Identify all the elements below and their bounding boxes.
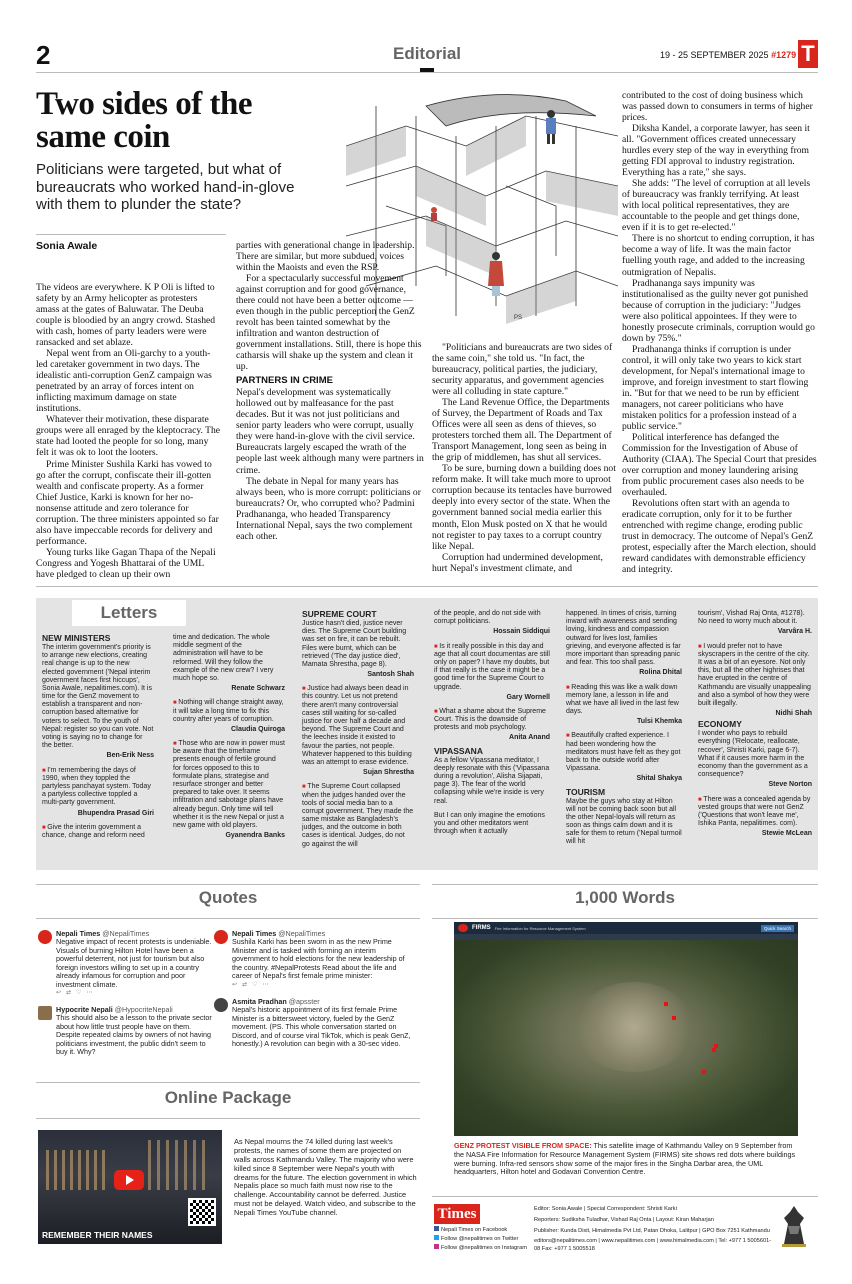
fire-dot — [712, 1048, 716, 1052]
tweet-handle: @HypocriteNepali — [114, 1005, 173, 1014]
letter-body: What a shame about the Supreme Court. This is the downside of protests and mob psychology. — [434, 707, 546, 732]
letter-text: Maybe the guys who stay at Hilton will not be coming back soon but all the other Nepal-loyals will return as soon as things calm down and it is safe for them to return ('Nepal turmoil will hit — [566, 797, 682, 846]
masthead-rule — [432, 1196, 818, 1197]
tweet-actions-icon: ↩ ⇄ ♡ ⋯ — [56, 990, 93, 997]
instagram-link[interactable]: Follow @nepalitimes on Instagram — [434, 1244, 544, 1253]
letters-label: Letters — [72, 600, 186, 626]
letter-text — [302, 685, 414, 767]
letter-body: Beautifully crafted experience. I had been wondering how the meditators must have felt as they got back to the outside world after Vipassana. — [566, 732, 681, 773]
letter-body: I'm remembering the days of 1990, when they toppled the partyless panchayat system. Today a partyless collective toppled a multi-party government. — [42, 766, 151, 807]
letter-signature: Ben-Erik Ness — [106, 752, 154, 760]
letter-body: There was a concealed agenda by vested groups that were not GenZ ('Questions that won't leave me', Ishika Panta, nepalitimes. com). — [698, 795, 811, 828]
tweet[interactable] — [38, 1006, 214, 1057]
paragraph: Nepal's development was systematically hollowed out by malfeasance for the past decades. But it was not just politicians and senior party leaders who were corrupt, usually they were hand-in-glove with the civil service. Bureaucrats largely escaped the wrath of the people last week although many were partners in crime. — [236, 387, 424, 476]
letter-heading: TOURISM — [566, 786, 606, 797]
letter-body: Nothing will change straight away, it will take a long time to fix this country after years of corruption. — [173, 699, 284, 723]
online-rule-bottom — [36, 1118, 420, 1119]
fire-dot — [672, 1016, 676, 1020]
paragraph: The debate in Nepal for many years has always been, who is more corrupt: politicians or bureaucrats? Or, who corrupted who? Padmini Pradhananga, who headed Transparency International Nepal, says the two complement each other. — [236, 475, 421, 542]
tweet-author: Nepali Times — [232, 929, 277, 938]
letter-signature: Claudia Quiroga — [230, 725, 285, 733]
twitter-link[interactable]: Follow @nepalitimes on Twitter — [434, 1235, 544, 1244]
tweet-handle: @NepaliTimes — [102, 929, 150, 938]
valley-urban — [574, 982, 694, 1072]
letter-body: Justice had always been dead in this country. Let us not pretend there aren't many controversial cases still waiting for so-called justice for over half a decade and beyond. The Supreme Court and the leeches inside it existed to favour the parties, not people. Whatever happened to this building was an attempt to erase evidence. — [302, 685, 412, 766]
masthead-line: Editor: Sonia Awale | Special Correspondent: Shristi Karki — [534, 1206, 677, 1212]
headline: Two sides of the same coin — [36, 86, 252, 155]
tweet-text: This should also be a lesson to the private sector about how little trust people have on them. Despite repeated claims by owners of not having politicians investment, the public didn't seem to buy it. Why? — [56, 1013, 212, 1057]
letter-signature: Renate Schwarz — [231, 685, 285, 693]
subhead: PARTNERS IN CRIME — [236, 375, 333, 387]
qr-code-icon — [188, 1198, 216, 1226]
letter-signature: Bhupendra Prasad Giri — [77, 809, 154, 817]
letter-text — [698, 643, 812, 709]
date-text: 19 - 25 SEPTEMBER 2025 — [660, 50, 769, 60]
words-rule — [432, 884, 818, 885]
quotes-rule — [36, 884, 420, 885]
nepali-times-avatar-icon — [214, 930, 228, 944]
building-lights — [148, 1140, 208, 1190]
letter-heading: ECONOMY — [698, 719, 742, 730]
letter-signature: Rolina Dhital — [639, 669, 682, 677]
letter-body: Reading this was like a walk down memory lane, a lesson in life and what we have all lived in the last few days. — [566, 683, 679, 716]
map-subtitle: Fire Information for Resource Management System — [494, 925, 586, 931]
paragraph: Whatever their motivation, these disparate groups were all enraged by the kleptocracy. The state had looted the people for so long, many felt it was ok to loot the looters. — [36, 414, 221, 459]
online-text: As Nepal mourns the 74 killed during last week's protests, the names of some them are projected on walls across Kathmandu Valley. The majority who were killed since 8 September were Nepal's youth with dreams for the future. The election government in which Nepalis place so much faith must now rise to the challenge. Accountability cannot be deferred. Justice must not be delayed. Watch video, and subscribe to the Nepali Times YouTube channel. — [234, 1137, 417, 1217]
byline-rule — [36, 234, 226, 235]
facebook-link[interactable]: Nepali Times on Facebook — [434, 1226, 544, 1235]
letter-body: Those who are now in power must be aware that the timeframe presents enough of fertile ground for forces opposed to this to formulate plans, strategise and resurface stronger and better prepared to take over. It seems infiltration and sabotage plans have already begun. Only time will tell whether it is the new Nepal or just a new game with old players. — [173, 740, 285, 829]
letter-body: I would prefer not to have skyscrapers in the centre of the city. It was a bit of an eyesore. Not only this, but all the other highrises that have erupted in the centre of Kathmandu are visually unappealing and also a symbol of how they were built illegally. — [698, 642, 811, 707]
letter-signature: Stewie McLean — [761, 830, 812, 838]
letter-text — [173, 699, 285, 724]
map-caption — [454, 1142, 798, 1177]
social-links — [434, 1226, 544, 1252]
letter-text: I wonder who pays to rebuild everything ('Relocate, reallocate, recover', Shristi Karki, page 6-7). What if it causes more harm in the economy than the government as a consequence? — [698, 730, 808, 779]
letter-signature: Tulsi Khemka — [637, 718, 682, 726]
tweet-handle: @NepaliTimes — [278, 929, 326, 938]
paragraph: Young turks like Gagan Thapa of the Nepali Congress and Yogesh Bhattarai of the UML have pledged to clean up their own — [36, 546, 216, 580]
letter-text — [302, 783, 414, 849]
map-header — [454, 922, 798, 934]
issue-number: #1279 — [771, 50, 797, 60]
letter-signature: Varvâra H. — [777, 628, 812, 636]
article-bottom-rule — [36, 586, 818, 587]
tweet-text: Nepal's historic appointment of its first female Prime Minister is a bittersweet victory, fueled by the GenZ movement. (PS. This whole conversation started on Discord, and of course viral TikTok, which is peak GenZ, honestly.) A revolution can begin with a 30-sec video. — [232, 1005, 411, 1049]
masthead-line: Publisher: Kunda Dixit, Himalmedia Pvt Ltd, Patan Dhoka, Lalitpur | GPO Box 7251 Kathmandu — [534, 1227, 770, 1234]
letter-text — [698, 796, 812, 829]
paragraph: Corruption had undermined development, hurt Nepal's investment climate, and — [432, 551, 603, 574]
tweet-author: Asmita Pradhan — [232, 997, 287, 1006]
paragraph: She adds: "The level of corruption at all levels of bureaucracy was frankly terrifying. At least with local political representatives, they are accountable to the people and get things done, even if it is to get re-elected." — [622, 178, 811, 234]
letter-heading: NEW MINISTERS — [42, 633, 111, 643]
instagram-icon — [434, 1244, 439, 1249]
paragraph: Prime Minister Sushila Karki has vowed to go after the corrupt, confiscate their ill-gotten wealth and confiscate property. As a former Chief Justice, Karki is known for her no-nonsense attitude and zero tolerance for corruption. The three ministers appointed so far also have impeccable records for delivery and performance. — [36, 458, 219, 547]
letter-text — [434, 643, 550, 692]
paragraph: Pradhananga thinks if corruption is under control, it will only take two years to kick start development, for Nepal's international image to improve, and foreign investment to start flowing in. "But for that we need to be run by efficient managers, not career politicians who have mistaken politics for a profession instead of a public service." — [622, 343, 809, 432]
letters-col-1 — [42, 634, 154, 840]
nasa-logo-icon — [458, 924, 468, 932]
letter-signature: Sujan Shrestha — [363, 769, 414, 777]
hypocrite-nepali-avatar-icon — [38, 1006, 52, 1020]
video-thumbnail[interactable] — [38, 1130, 222, 1244]
letter-text: tourism', Vishad Raj Onta, #1278). No need to worry much about it. — [698, 610, 805, 626]
himalmedia-emblem-icon — [778, 1204, 810, 1248]
letter-text: But I can only imagine the emotions you and other meditators went through when it actually — [434, 811, 545, 836]
quotes-label: Quotes — [198, 888, 258, 907]
section-name: Editorial — [392, 44, 461, 63]
letter-text: time and dedication. The whole middle segment of the administration will have to be reformed. Will they follow the example of the new crew? I very much hope so. — [173, 634, 274, 682]
letter-text — [173, 740, 285, 830]
quotes-rule-bottom — [36, 918, 420, 919]
paragraph: contributed to the cost of doing business which was passed down to consumers in terms of higher prices. — [622, 90, 813, 124]
article-col-4 — [622, 90, 818, 575]
article-col-3 — [432, 342, 618, 574]
masthead-line: editors@nepalitimes.com | www.nepalitimes.com | www.himalmedia.com | Tel: +977 1 5005601-08 Fax: +977 1 5005518 — [534, 1238, 772, 1253]
letter-text: The interim government's priority is to arrange new elections, creating real change is up to the new elected government ('Nepal interim government faces first hiccups', Sonia Awale, nepalitimes.com). It is time for the GenZ movement to establish a transparent and non-corruption based alternative for voters to select. To the youth of Nepal: register so you can vote. Not voting is saying no to change for the better. — [42, 643, 154, 750]
tweet[interactable] — [214, 998, 414, 1049]
paragraph: Diksha Kandel, a corporate lawyer, has seen it all. "Government offices created unnecessary hurdles every step of the way in everything from getting FDI approval to industry registration. Everything has a rate," she says. — [622, 123, 810, 179]
online-rule — [36, 1082, 420, 1083]
letter-signature: Santosh Shah — [367, 671, 414, 679]
letter-signature: Nidhi Shah — [775, 710, 812, 718]
letter-heading: SUPREME COURT — [302, 609, 377, 619]
byline: Sonia Awale — [36, 240, 98, 252]
article-col-1 — [36, 282, 222, 580]
letter-text: As a fellow Vipassana meditator, I deeply resonate with this ('Vipassana during a revolution', Alisha Sijapati, page 3). The fear of the world collapsing while we're inside is very real. — [434, 756, 550, 805]
letters-col-5 — [566, 610, 682, 847]
letter-text — [566, 732, 682, 773]
twitter-icon — [434, 1235, 439, 1240]
header-rule — [36, 72, 818, 73]
map-title: FIRMS — [472, 925, 491, 931]
letter-signature: Hossain Siddiqui — [493, 628, 550, 636]
paragraph: Pradhananga says impunity was institutionalised as the guilty never got punished because of corruption in the judiciary: "Judges were also political appointees. If they were to honestly prosecute criminals, corruption would go down by 75%." — [622, 277, 815, 344]
paragraph: Political interference has defanged the Commission for the Investigation of Abuse of Authority (CIAA). The Special Court that presides over corruption and money laundering arising from public procurement cases also needs to be overhauled. — [622, 431, 817, 499]
illustration-credit: PS — [514, 315, 523, 321]
letters-col-3 — [302, 610, 414, 849]
paragraph: To be sure, burning down a building does not reform make. It will take much more to uproot corruption because its tentacles have burrowed deeply into every sector of the state. When the government banned social media earlier this month, Elon Musk posted on X that he would not register to pay taxes to a corrupt country like Nepal. — [432, 463, 616, 552]
caption-kicker: GENZ PROTEST VISIBLE FROM SPACE: — [454, 1141, 592, 1150]
building-lights — [46, 1150, 106, 1190]
fire-dot — [702, 1070, 706, 1074]
paragraph: "Politicians and bureaucrats are two sides of the same coin," she told us. "In fact, the bureaucracy, political parties, the judiciary, security apparatus, and government agencies were all colluding in state capture." — [432, 342, 613, 398]
words-label: 1,000 Words — [575, 888, 675, 907]
paragraph: For a spectacularly successful movement against corruption and for good governance, there could not have been a better outcome — even though in the public perception the GenZ revolt has been tainted somewhat by the infiltration and wanton destruction of government installations. Still, there is hope this catharsis will shake up the system and clean it up. — [236, 273, 422, 373]
letter-heading: VIPASSANA — [434, 745, 483, 756]
letter-body: Is it really possible in this day and age that all court documentas are still only on paper? I have my doubts, but if that really is the case it might be a good time for the Supreme Court to upgrade. — [434, 642, 550, 691]
tweet-author: Hypocrite Nepali — [56, 1005, 113, 1014]
tweet[interactable] — [38, 930, 214, 997]
letters-col-2 — [173, 634, 285, 840]
words-rule-bottom — [432, 918, 818, 919]
letter-signature: Steve Norton — [768, 781, 812, 789]
masthead-logo: Times — [434, 1204, 480, 1224]
deck: Politicians were targeted, but what of bureaucrats who worked hand-in-glove with them to plunder the state? — [36, 161, 295, 214]
paragraph: The videos are everywhere. K P Oli is lifted to safety by an Army helicopter as protesters amass at the gates of Baluwatar. The Deuba couple is bloodied by an angry crowd. Stashed with cash, homes of party leaders were were ransacked and set ablaze. — [36, 282, 216, 349]
letter-signature: Gary Wornell — [506, 693, 550, 701]
letter-text: of the people, and do not side with corrupt politicians. — [434, 610, 541, 626]
letters-col-4 — [434, 610, 550, 836]
satellite-map — [454, 922, 798, 1136]
play-button-icon[interactable] — [114, 1170, 144, 1190]
issue-date — [660, 50, 796, 60]
letter-signature: Anita Anand — [509, 734, 550, 742]
letter-body: The Supreme Court collapsed when the judges handed over the tools of social media ban to a corrupt government. They made the same mistake as Bangladesh's judges, and the outcome in both cases is identical. Judges, do not go against the will — [302, 783, 414, 848]
tweet-text: Sushila Karki has been sworn in as the new Prime Minister and is tasked with forming an interim government to hold elections for the new leadership of the country. #NepalProtests Read about the life and career of Nepal's first female prime minister: — [232, 937, 405, 981]
tweet-text: Negative impact of recent protests is undeniable. Visuals of burning Hilton Hotel have been a powerful deterrent, not just for tourism but also foreign investors willing to set up in a country already infamous for corruption and poor investment climate. — [56, 937, 212, 989]
letter-text — [566, 684, 682, 717]
letter-text — [434, 708, 550, 733]
letter-text — [42, 767, 154, 808]
tweet-actions-icon: ↩ ⇄ ♡ ⋯ — [232, 981, 269, 988]
paragraph: The Land Revenue Office, the Departments of Survey, the Department of Roads and Tax Offices were all seen as dens of thieves, so protesters torched them all. The Department of Transport Management, long seen as being in the grip of middlemen, has shut all services. — [432, 397, 612, 464]
video-title: REMEMBER THEIR NAMES — [42, 1230, 153, 1240]
paragraph: parties with generational change in leadership. There are similar, but more subdued, voices within the Maoists and even the RSP. — [236, 240, 415, 274]
fire-dot — [664, 1002, 668, 1006]
paragraph: Revolutions often start with an agenda to eradicate corruption, only for it to be further entrenched with regime change, eroding public trust in democracy. The outcome of Nepal's GenZ protest, especially after the March election, should reward candidates with demonstrable efficiency and integrity. — [622, 498, 816, 576]
article-col-2 — [236, 240, 424, 542]
tweet-handle: @apsster — [288, 997, 320, 1006]
letter-text: happened. In times of crisis, turning inward with awareness and sending loving, kindness and compassion outward for lives lost, families grieving, and everyone affected is far more important than spreading panic and fear. This too shall pass. — [566, 610, 681, 667]
caption-text: This satellite image of Kathmandu Valley on 9 September from the NASA Fire Information for Resource Management System (FIRMS) site shows red dots where buildings were burning. Infra-red sensors show some of the major fires in the Singha Darbar area, the UML headquarters, Hilton hotel and Godavari Convention Centre. — [454, 1141, 796, 1177]
nepali-times-avatar-icon — [38, 930, 52, 944]
letter-body: Give the interim government a chance, change and reform need — [42, 823, 145, 839]
tweet-author: Nepali Times — [56, 929, 101, 938]
letter-text — [42, 824, 154, 840]
logo-badge: T — [798, 40, 818, 68]
letters-col-6 — [698, 610, 812, 838]
masthead-credits — [534, 1206, 774, 1254]
facebook-icon — [434, 1226, 439, 1231]
quick-search-button[interactable]: Quick Search — [761, 925, 794, 932]
tweet[interactable] — [214, 930, 414, 989]
letter-text: Justice hasn't died, justice never dies. The Supreme Court building was set on fire, it can be rebuilt. Files were burnt, which can be retrieved ('The day justice died', Mamata Shrestha, page 8). — [302, 619, 407, 668]
paragraph: There is no shortcut to ending corruption, it has become a way of life. It was the main factor fuelling youth rage, and added to the increasing outmigration of Nepalis. — [622, 233, 815, 278]
online-label: Online Package — [164, 1088, 292, 1107]
paragraph: Nepal went from an Oli-garchy to a youth-led caretaker government in two days. The idealistic anti-corruption GenZ campaign was penetrated by an array of forces intent on inflicting maximum damage on state institutions. — [36, 348, 212, 415]
page-number: 2 — [36, 40, 51, 70]
asmita-pradhan-avatar-icon — [214, 998, 228, 1012]
letter-signature: Gyanendra Banks — [225, 832, 285, 840]
masthead-line: Reporters: Sudiksha Tuladhar, Vishad Raj Onta | Layout: Kiran Maharjan — [534, 1216, 714, 1223]
letter-signature: Shital Shakya — [636, 775, 682, 783]
